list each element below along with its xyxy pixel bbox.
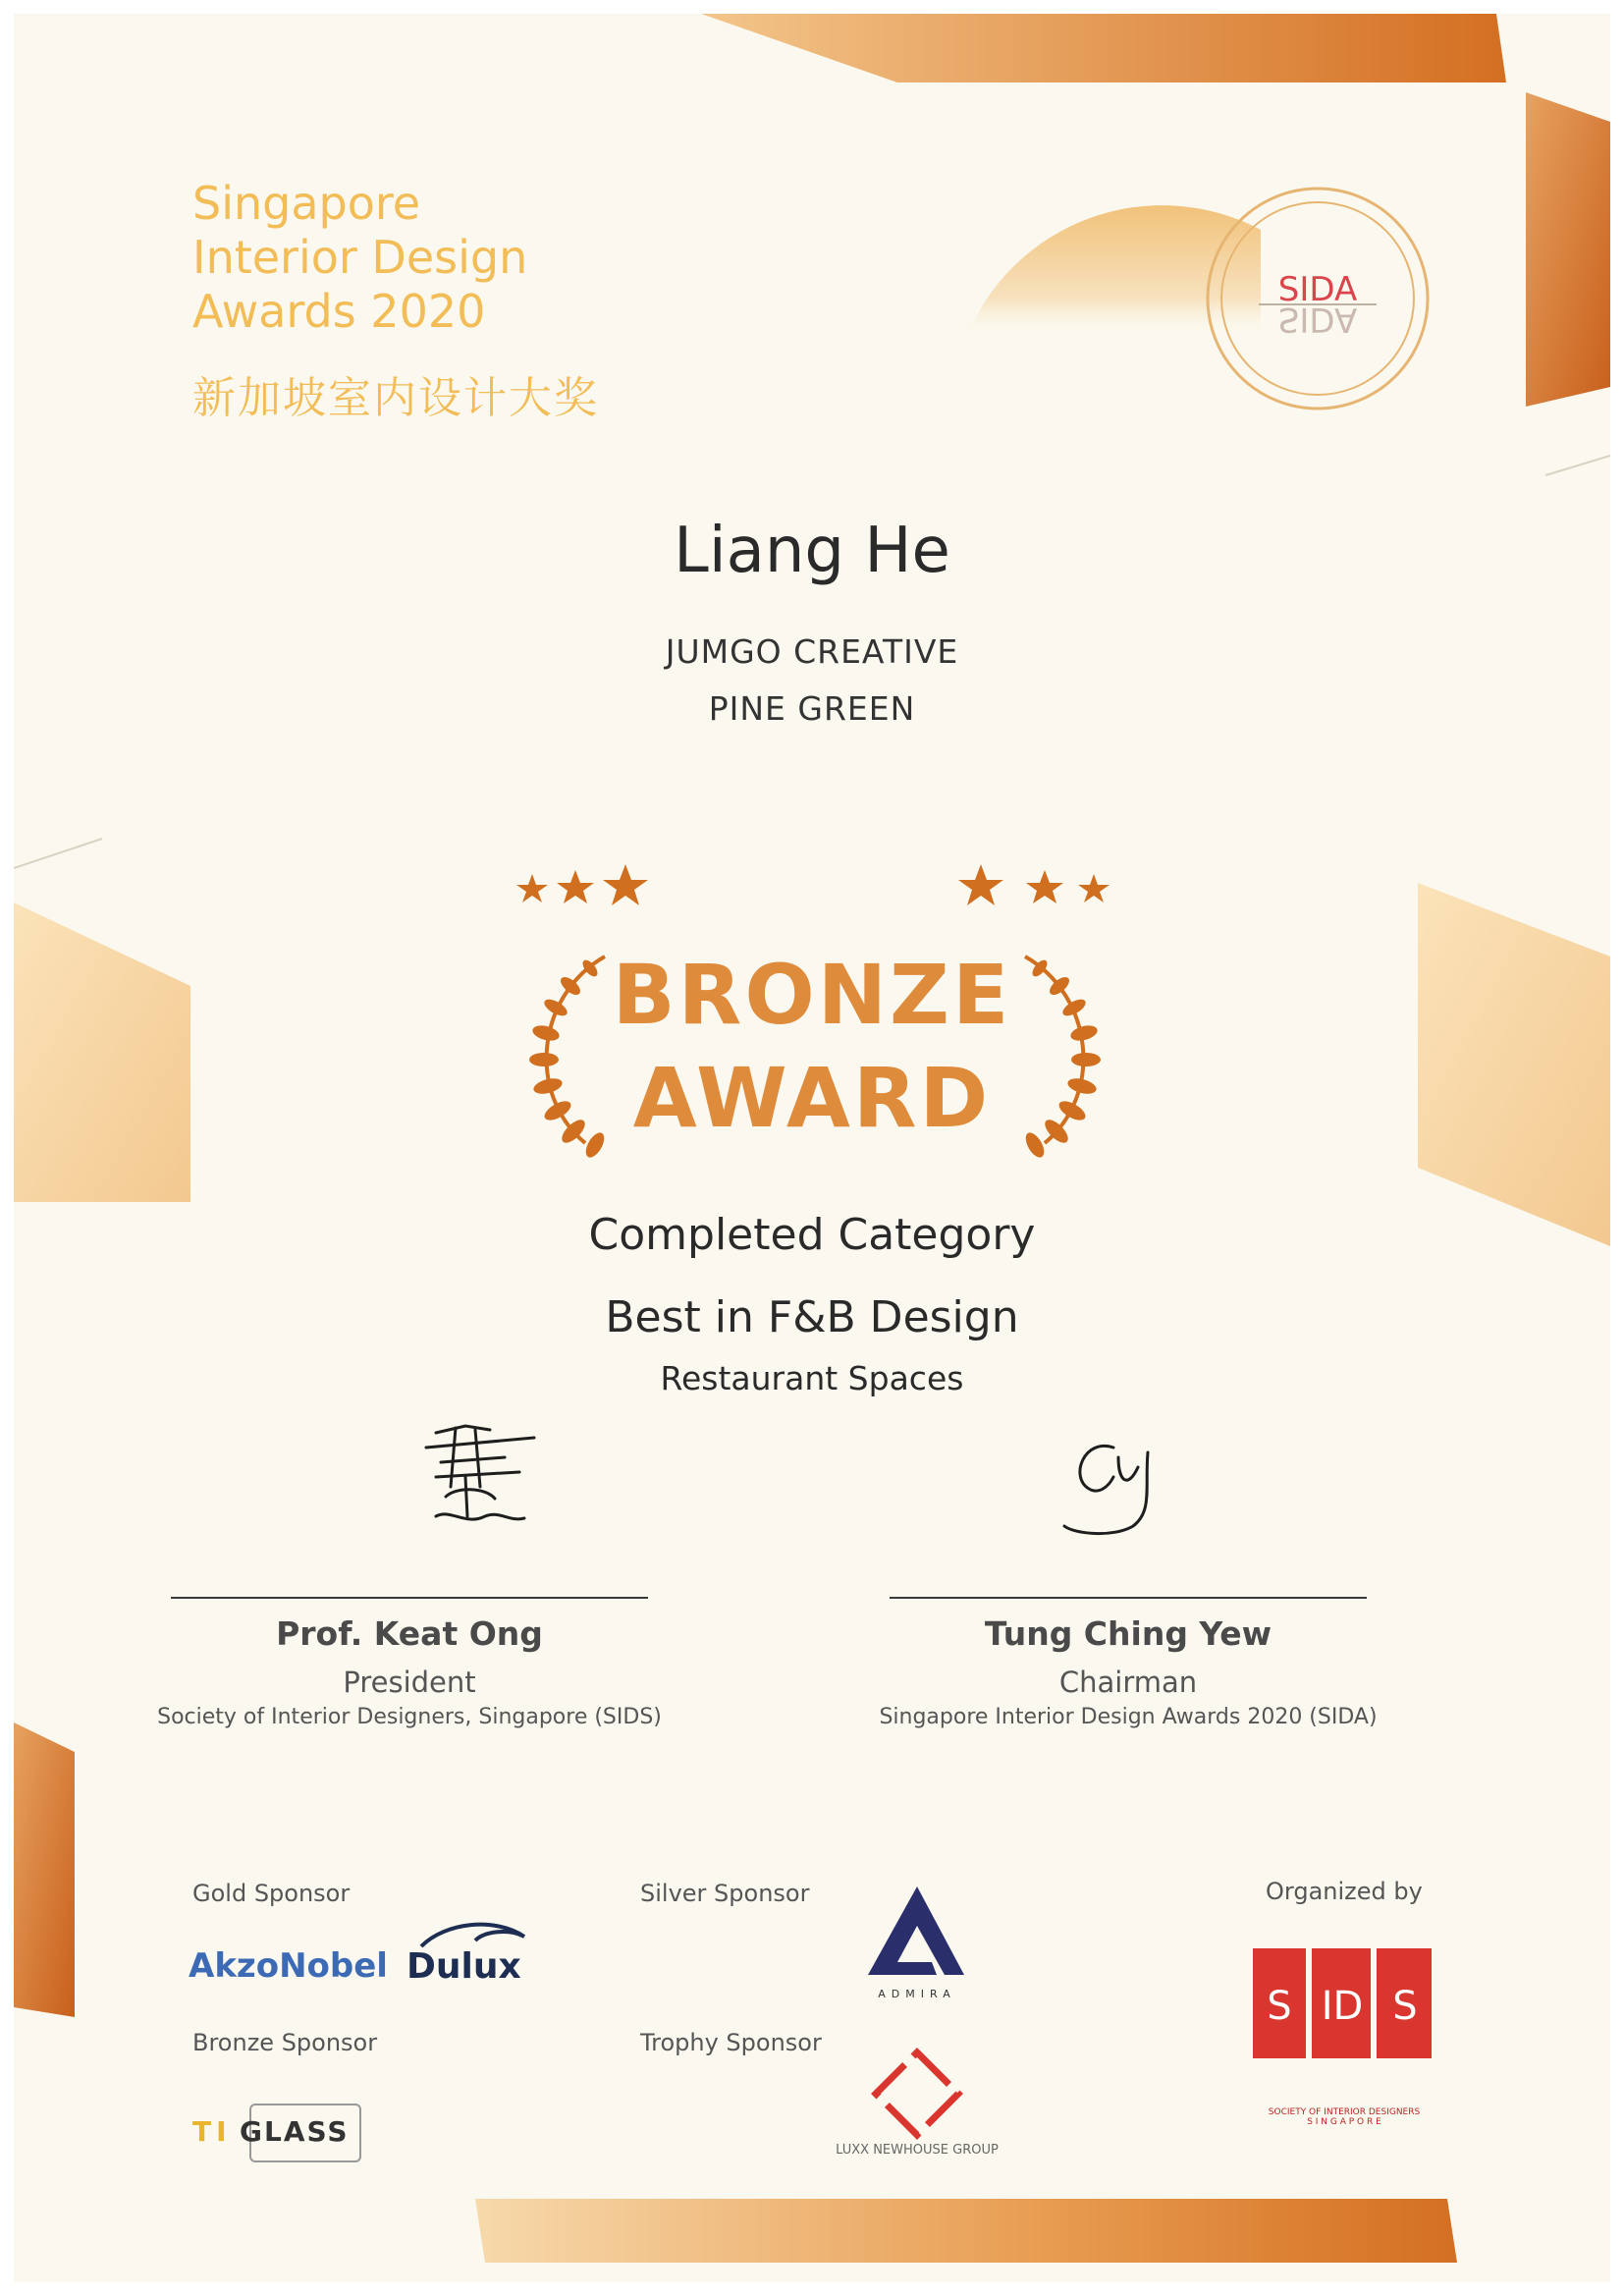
ti-glass-logo-ti: TI	[192, 2115, 232, 2148]
star-icon	[557, 870, 594, 903]
company-name: JUMGO CREATIVE	[665, 632, 959, 671]
star-icon	[958, 864, 1003, 905]
dulux-logo: Dulux	[406, 1946, 521, 1987]
signatory-1-name: Prof. Keat Ong	[276, 1614, 543, 1653]
admira-logo-icon	[858, 1882, 976, 1980]
event-title	[192, 177, 782, 339]
silver-sponsor-label: Silver Sponsor	[640, 1880, 810, 1907]
award-subcategory: Restaurant Spaces	[660, 1359, 964, 1397]
trophy-sponsor-label: Trophy Sponsor	[640, 2029, 822, 2056]
signatory-1-role: President	[343, 1666, 476, 1699]
star-icon	[516, 874, 548, 902]
sids-logo-letter-1: S	[1267, 1984, 1292, 2029]
signature-line-right	[890, 1597, 1367, 1599]
admira-logo-text: ADMIRA	[878, 1988, 956, 2000]
top-band	[701, 14, 1506, 82]
award-stars	[514, 858, 1123, 917]
star-icon	[1078, 874, 1110, 902]
ti-glass-logo-glass: GLASS	[240, 2115, 350, 2148]
signatory-1-organization: Society of Interior Designers, Singapore (SIDS)	[157, 1705, 662, 1729]
award-category: Completed Category	[588, 1210, 1036, 1260]
sids-caption-line-2: S I N G A P O R E	[1307, 2117, 1381, 2127]
sida-logo-reflection: SIDA	[1277, 300, 1358, 339]
sids-logo	[1253, 1948, 1432, 2058]
award-name: Best in F&B Design	[605, 1292, 1019, 1342]
gold-sponsor-label: Gold Sponsor	[192, 1880, 351, 1907]
signatory-2-role: Chairman	[1058, 1666, 1198, 1699]
luxx-logo-icon	[870, 2047, 964, 2141]
signatory-2-organization: Singapore Interior Design Awards 2020 (SIDA)	[879, 1705, 1378, 1729]
star-icon	[1026, 870, 1063, 903]
signature-keat-ong	[397, 1418, 564, 1536]
certificate	[14, 14, 1610, 2282]
sids-caption-line-1: SOCIETY OF INTERIOR DESIGNERS	[1268, 2107, 1421, 2117]
sids-logo-caption	[1241, 2107, 1447, 2127]
sida-logo-text: SIDA	[1277, 270, 1358, 309]
akzonobel-logo: AkzoNobel	[189, 1946, 388, 1986]
recipient-name: Liang He	[674, 515, 950, 587]
bottom-band	[475, 2199, 1457, 2263]
signatory-2-name: Tung Ching Yew	[984, 1614, 1272, 1653]
event-title-line-3: Awards 2020	[192, 285, 486, 338]
signature-line-left	[171, 1597, 648, 1599]
star-icon	[603, 864, 648, 905]
event-title-line-1: Singapore	[192, 177, 421, 230]
sids-logo-letter-3: S	[1392, 1984, 1418, 2029]
project-name: PINE GREEN	[708, 689, 916, 728]
event-title-chinese: 新加坡室内设计大奖	[192, 373, 599, 423]
organizer-label: Organized by	[1266, 1878, 1423, 1905]
bronze-sponsor-label: Bronze Sponsor	[192, 2029, 378, 2056]
event-title-line-2: Interior Design	[192, 231, 528, 284]
right-top-wedge	[1526, 92, 1610, 407]
award-word: AWARD	[632, 1050, 992, 1146]
award-level: BRONZE	[612, 947, 1012, 1043]
sida-logo	[1202, 183, 1434, 414]
luxx-logo-text: LUXX NEWHOUSE GROUP	[836, 2143, 999, 2158]
dulux-swoosh-icon	[416, 1917, 534, 1956]
left-copper-wedge	[14, 1722, 75, 2017]
signature-tung-ching-yew	[1055, 1428, 1202, 1546]
sids-logo-letter-2: ID	[1321, 1984, 1364, 2029]
